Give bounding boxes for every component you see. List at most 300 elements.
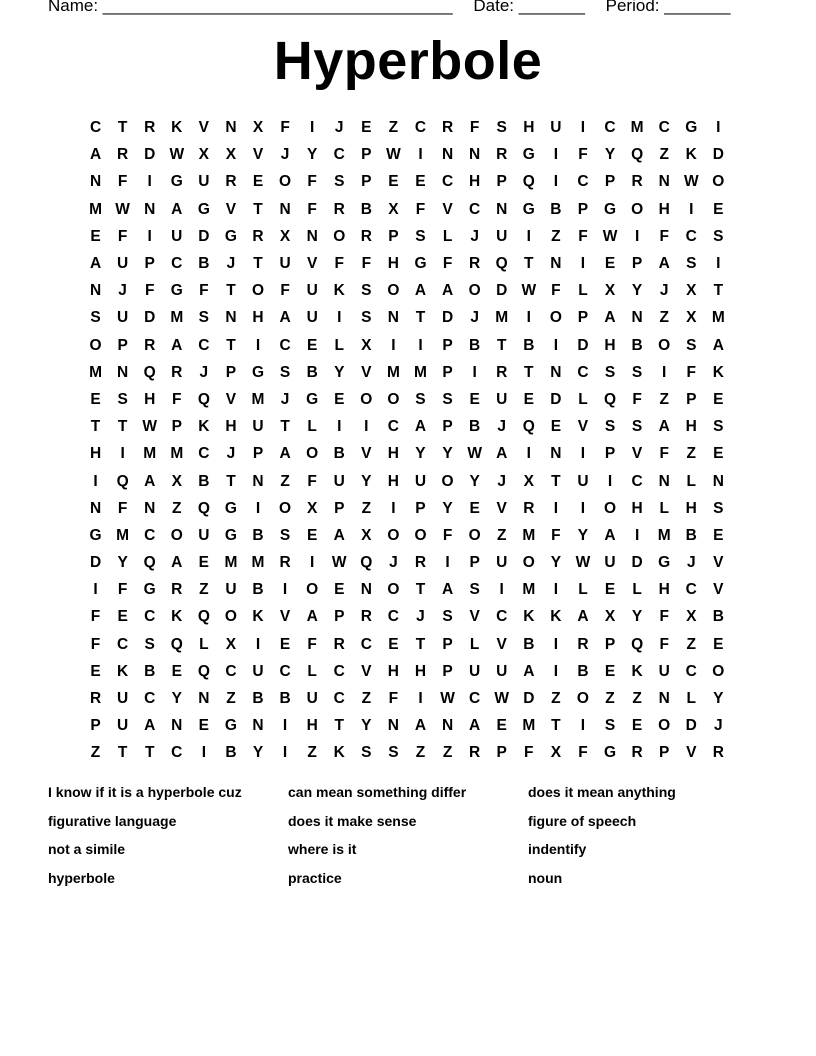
name-field: Name: _____________________________________ bbox=[48, 0, 453, 15]
grid-letter: B bbox=[469, 418, 481, 436]
grid-letter: W bbox=[602, 227, 618, 245]
grid-letter: J bbox=[659, 282, 669, 300]
grid-row bbox=[82, 332, 732, 359]
grid-row bbox=[82, 141, 732, 168]
grid-letter: V bbox=[469, 608, 480, 626]
grid-letter: C bbox=[198, 336, 210, 354]
grid-letter: E bbox=[279, 635, 291, 653]
grid-letter: I bbox=[580, 499, 586, 517]
grid-letter: T bbox=[90, 418, 101, 436]
grid-letter: A bbox=[496, 445, 508, 463]
grid-letter: B bbox=[712, 608, 724, 626]
grid-letter: P bbox=[442, 418, 453, 436]
grid-letter: Q bbox=[143, 554, 156, 572]
grid-letter: U bbox=[198, 173, 210, 191]
grid-letter: Z bbox=[172, 499, 182, 517]
grid-letter: Y bbox=[171, 690, 182, 708]
grid-letter: Y bbox=[550, 554, 562, 572]
word-bank-item: indentify bbox=[528, 841, 587, 858]
grid-letter: W bbox=[683, 173, 699, 191]
grid-letter: L bbox=[334, 336, 344, 354]
grid-letter: E bbox=[306, 336, 318, 354]
grid-letter: I bbox=[255, 499, 261, 517]
grid-letter: X bbox=[361, 336, 372, 354]
grid-letter: C bbox=[496, 608, 508, 626]
grid-letter: Z bbox=[361, 690, 372, 708]
grid-letter: A bbox=[279, 445, 291, 463]
grid-letter: U bbox=[658, 662, 670, 680]
grid-letter: H bbox=[604, 336, 616, 354]
grid-letter: I bbox=[282, 717, 288, 735]
grid-letter: G bbox=[224, 499, 237, 517]
grid-letter: Q bbox=[360, 554, 373, 572]
grid-letter: T bbox=[253, 255, 263, 273]
grid-letter: X bbox=[225, 146, 237, 164]
grid-letter: P bbox=[659, 744, 670, 762]
grid-letter: N bbox=[117, 363, 129, 381]
grid-letter: N bbox=[252, 472, 264, 490]
grid-letter: N bbox=[631, 309, 643, 327]
grid-letter: W bbox=[115, 200, 130, 218]
grid-letter: E bbox=[117, 608, 128, 626]
grid-letter: E bbox=[604, 581, 616, 599]
grid-letter: I bbox=[716, 255, 721, 273]
grid-letter: O bbox=[712, 662, 725, 680]
grid-row bbox=[82, 658, 732, 685]
grid-letter: M bbox=[711, 309, 725, 327]
grid-letter: G bbox=[224, 717, 237, 735]
grid-letter: H bbox=[387, 255, 399, 273]
grid-letter: O bbox=[360, 390, 373, 408]
grid-letter: P bbox=[388, 227, 399, 245]
grid-letter: J bbox=[497, 472, 507, 490]
grid-letter: A bbox=[333, 526, 345, 544]
grid-letter: B bbox=[306, 363, 318, 381]
grid-letter: I bbox=[337, 418, 342, 436]
grid-letter: P bbox=[361, 146, 372, 164]
grid-letter: P bbox=[171, 418, 182, 436]
grid-letter: N bbox=[89, 173, 102, 191]
grid-letter: Y bbox=[442, 445, 453, 463]
grid-letter: J bbox=[389, 554, 398, 572]
grid-letter: E bbox=[334, 390, 345, 408]
grid-letter: R bbox=[117, 146, 129, 164]
grid-letter: O bbox=[333, 227, 346, 245]
word-bank-item: I know if it is a hyperbole cuz bbox=[48, 784, 242, 801]
grid-letter: Q bbox=[197, 608, 210, 626]
grid-letter: V bbox=[252, 146, 264, 164]
grid-letter: K bbox=[117, 662, 129, 680]
grid-letter: O bbox=[279, 499, 292, 517]
grid-letter: T bbox=[524, 255, 534, 273]
grid-letter: S bbox=[631, 418, 643, 436]
grid-letter: U bbox=[306, 690, 318, 708]
grid-letter: X bbox=[252, 119, 264, 137]
grid-letter: U bbox=[225, 581, 237, 599]
grid-letter: Y bbox=[306, 146, 318, 164]
grid-letter: T bbox=[551, 717, 561, 735]
grid-letter: F bbox=[388, 690, 399, 708]
grid-letter: I bbox=[310, 119, 315, 137]
grid-letter: I bbox=[553, 173, 559, 191]
grid-letter: I bbox=[634, 526, 640, 544]
grid-letter: E bbox=[713, 200, 724, 218]
grid-row bbox=[82, 277, 732, 304]
grid-letter: E bbox=[713, 635, 724, 653]
grid-letter: F bbox=[415, 200, 426, 218]
grid-letter: O bbox=[387, 581, 400, 599]
grid-letter: I bbox=[499, 581, 504, 599]
grid-letter: I bbox=[310, 554, 315, 572]
grid-letter: F bbox=[144, 282, 155, 300]
grid-letter: B bbox=[631, 336, 643, 354]
grid-letter: R bbox=[441, 119, 454, 137]
grid-letter: J bbox=[470, 309, 479, 327]
grid-letter: O bbox=[712, 173, 725, 191]
grid-letter: N bbox=[89, 499, 102, 517]
grid-letter: E bbox=[90, 390, 101, 408]
grid-letter: E bbox=[171, 662, 182, 680]
grid-letter: P bbox=[361, 173, 372, 191]
grid-letter: L bbox=[632, 581, 642, 599]
grid-letter: Z bbox=[496, 526, 507, 544]
grid-letter: M bbox=[414, 363, 427, 381]
grid-letter: N bbox=[360, 581, 372, 599]
grid-letter: I bbox=[689, 200, 694, 218]
grid-row bbox=[82, 250, 732, 277]
grid-letter: O bbox=[306, 581, 319, 599]
grid-letter: Y bbox=[442, 499, 453, 517]
grid-letter: S bbox=[90, 309, 101, 327]
grid-letter: N bbox=[658, 173, 670, 191]
grid-letter: I bbox=[391, 499, 396, 517]
grid-letter: U bbox=[117, 309, 129, 327]
grid-letter: X bbox=[306, 499, 318, 517]
grid-letter: H bbox=[414, 662, 427, 680]
grid-letter: O bbox=[387, 526, 400, 544]
grid-letter: F bbox=[334, 255, 344, 273]
grid-letter: C bbox=[117, 635, 129, 653]
grid-letter: W bbox=[467, 445, 482, 463]
grid-letter: D bbox=[550, 390, 562, 408]
grid-letter: K bbox=[171, 608, 183, 626]
grid-letter: W bbox=[494, 690, 510, 708]
grid-letter: U bbox=[117, 690, 129, 708]
grid-letter: F bbox=[280, 282, 290, 300]
grid-letter: R bbox=[631, 173, 643, 191]
grid-letter: I bbox=[418, 146, 423, 164]
grid-letter: R bbox=[712, 744, 724, 762]
grid-letter: F bbox=[578, 227, 588, 245]
header-line bbox=[48, 0, 730, 16]
grid-letter: O bbox=[306, 445, 319, 463]
grid-letter: Y bbox=[415, 445, 426, 463]
grid-letter: Z bbox=[686, 635, 696, 653]
grid-letter: D bbox=[144, 146, 156, 164]
grid-letter: M bbox=[522, 717, 536, 735]
grid-letter: N bbox=[550, 255, 562, 273]
grid-letter: U bbox=[117, 717, 129, 735]
grid-letter: C bbox=[144, 526, 156, 544]
grid-letter: E bbox=[198, 554, 210, 572]
grid-letter: R bbox=[333, 200, 345, 218]
grid-letter: U bbox=[171, 227, 183, 245]
grid-letter: F bbox=[117, 581, 128, 599]
grid-letter: V bbox=[361, 662, 372, 680]
grid-letter: S bbox=[604, 363, 616, 381]
grid-letter: I bbox=[472, 363, 477, 381]
grid-letter: I bbox=[255, 336, 261, 354]
grid-letter: Z bbox=[280, 472, 290, 490]
grid-letter: N bbox=[441, 146, 454, 164]
grid-letter: L bbox=[199, 635, 209, 653]
grid-letter: A bbox=[414, 282, 427, 300]
grid-letter: C bbox=[604, 119, 616, 137]
grid-letter: C bbox=[225, 662, 237, 680]
grid-letter: V bbox=[496, 499, 507, 517]
grid-letter: I bbox=[553, 146, 559, 164]
grid-letter: R bbox=[469, 255, 481, 273]
grid-letter: H bbox=[89, 445, 102, 463]
grid-letter: A bbox=[144, 717, 156, 735]
grid-letter: U bbox=[117, 255, 129, 273]
grid-letter: X bbox=[171, 472, 182, 490]
grid-letter: Q bbox=[631, 635, 644, 653]
grid-letter: Z bbox=[361, 499, 372, 517]
grid-row bbox=[82, 440, 732, 467]
grid-letter: Z bbox=[442, 744, 453, 762]
grid-letter: S bbox=[686, 255, 697, 273]
grid-letter: V bbox=[279, 608, 291, 626]
grid-letter: F bbox=[307, 200, 317, 218]
grid-letter: H bbox=[685, 499, 697, 517]
grid-letter: E bbox=[90, 227, 101, 245]
grid-letter: O bbox=[468, 526, 481, 544]
grid-letter: I bbox=[553, 662, 559, 680]
grid-letter: X bbox=[198, 146, 210, 164]
grid-letter: H bbox=[225, 418, 237, 436]
grid-row bbox=[82, 223, 732, 250]
grid-letter: A bbox=[658, 418, 670, 436]
grid-letter: I bbox=[580, 119, 586, 137]
grid-letter: U bbox=[414, 472, 427, 490]
grid-letter: D bbox=[89, 554, 102, 572]
grid-letter: I bbox=[553, 635, 559, 653]
grid-letter: I bbox=[337, 309, 342, 327]
grid-letter: D bbox=[496, 282, 508, 300]
grid-letter: Y bbox=[334, 363, 345, 381]
grid-letter: P bbox=[577, 309, 589, 327]
grid-letter: V bbox=[442, 200, 453, 218]
grid-letter: A bbox=[604, 526, 616, 544]
grid-letter: M bbox=[495, 309, 509, 327]
grid-letter: T bbox=[415, 309, 426, 327]
grid-letter: V bbox=[198, 119, 210, 137]
grid-letter: U bbox=[550, 119, 562, 137]
grid-letter: E bbox=[713, 526, 724, 544]
grid-letter: F bbox=[117, 499, 128, 517]
grid-letter: D bbox=[198, 227, 210, 245]
page-title: Hyperbole bbox=[273, 31, 543, 91]
grid-letter: K bbox=[198, 418, 210, 436]
grid-letter: E bbox=[90, 662, 101, 680]
grid-letter: Z bbox=[686, 445, 696, 463]
grid-letter: F bbox=[659, 635, 669, 653]
grid-letter: R bbox=[89, 690, 102, 708]
word-bank-item: noun bbox=[528, 869, 563, 886]
grid-letter: R bbox=[577, 635, 589, 653]
grid-letter: X bbox=[225, 635, 237, 653]
grid-letter: P bbox=[144, 255, 155, 273]
grid-letter: H bbox=[658, 581, 670, 599]
grid-letter: J bbox=[118, 282, 127, 300]
word-bank-item: figure of speech bbox=[528, 812, 637, 829]
grid-letter: N bbox=[198, 690, 210, 708]
grid-letter: F bbox=[469, 119, 480, 137]
grid-row bbox=[82, 386, 732, 413]
grid-letter: O bbox=[441, 472, 454, 490]
grid-letter: B bbox=[550, 200, 562, 218]
grid-row bbox=[82, 196, 732, 223]
grid-letter: P bbox=[469, 554, 480, 572]
grid-letter: E bbox=[469, 390, 480, 408]
grid-letter: A bbox=[171, 554, 183, 572]
grid-letter: Y bbox=[577, 526, 589, 544]
grid-letter: J bbox=[280, 390, 290, 408]
grid-letter: A bbox=[89, 146, 102, 164]
grid-letter: M bbox=[630, 119, 644, 137]
grid-letter: H bbox=[387, 662, 399, 680]
grid-letter: T bbox=[226, 472, 236, 490]
grid-letter: L bbox=[578, 390, 588, 408]
grid-letter: B bbox=[252, 581, 264, 599]
grid-letter: Y bbox=[361, 717, 372, 735]
grid-letter: V bbox=[496, 635, 507, 653]
grid-letter: G bbox=[143, 581, 156, 599]
grid-letter: L bbox=[578, 282, 588, 300]
grid-letter: F bbox=[632, 390, 642, 408]
grid-letter: S bbox=[334, 173, 345, 191]
grid-letter: V bbox=[361, 363, 372, 381]
grid-letter: T bbox=[117, 744, 128, 762]
grid-letter: Q bbox=[603, 390, 617, 408]
grid-letter: S bbox=[415, 227, 426, 245]
grid-letter: K bbox=[252, 608, 264, 626]
word-bank-row bbox=[48, 807, 768, 836]
grid-letter: D bbox=[523, 690, 535, 708]
grid-letter: C bbox=[685, 581, 697, 599]
grid-letter: J bbox=[280, 146, 290, 164]
grid-letter: L bbox=[686, 690, 696, 708]
grid-letter: X bbox=[550, 744, 562, 762]
grid-letter: E bbox=[496, 717, 507, 735]
grid-letter: M bbox=[386, 363, 400, 381]
grid-letter: C bbox=[577, 363, 589, 381]
grid-letter: P bbox=[686, 390, 697, 408]
grid-letter: D bbox=[441, 309, 454, 327]
grid-letter: U bbox=[306, 309, 318, 327]
grid-letter: C bbox=[577, 173, 589, 191]
grid-letter: T bbox=[415, 635, 426, 653]
grid-letter: T bbox=[524, 363, 534, 381]
grid-letter: T bbox=[415, 581, 426, 599]
grid-letter: B bbox=[469, 336, 481, 354]
grid-letter: J bbox=[199, 363, 209, 381]
word-bank-item: where is it bbox=[288, 841, 357, 858]
grid-letter: H bbox=[144, 390, 156, 408]
grid-letter: M bbox=[89, 200, 102, 218]
grid-row bbox=[82, 495, 732, 522]
grid-letter: A bbox=[144, 472, 156, 490]
grid-letter: S bbox=[713, 227, 724, 245]
grid-letter: L bbox=[659, 499, 669, 517]
grid-letter: U bbox=[306, 282, 318, 300]
grid-letter: N bbox=[171, 717, 183, 735]
grid-letter: N bbox=[144, 499, 156, 517]
grid-letter: C bbox=[144, 690, 156, 708]
grid-letter: S bbox=[469, 581, 480, 599]
grid-letter: I bbox=[580, 255, 586, 273]
grid-letter: I bbox=[391, 336, 396, 354]
grid-letter: F bbox=[280, 119, 290, 137]
grid-letter: T bbox=[226, 282, 236, 300]
grid-letter: P bbox=[496, 173, 507, 191]
grid-letter: F bbox=[307, 635, 317, 653]
grid-letter: C bbox=[333, 146, 345, 164]
grid-letter: Z bbox=[388, 119, 399, 137]
grid-letter: A bbox=[658, 255, 670, 273]
grid-letter: A bbox=[171, 200, 183, 218]
grid-letter: O bbox=[170, 526, 183, 544]
grid-letter: C bbox=[171, 744, 183, 762]
grid-letter: S bbox=[279, 526, 291, 544]
grid-letter: P bbox=[90, 717, 101, 735]
grid-letter: S bbox=[198, 309, 210, 327]
grid-letter: Y bbox=[713, 690, 724, 708]
grid-letter: T bbox=[496, 336, 507, 354]
grid-letter: O bbox=[468, 282, 481, 300]
grid-letter: B bbox=[577, 662, 589, 680]
grid-letter: P bbox=[442, 662, 453, 680]
grid-letter: U bbox=[252, 662, 264, 680]
grid-letter: R bbox=[414, 554, 427, 572]
word-bank-row bbox=[48, 864, 768, 893]
grid-letter: S bbox=[442, 390, 453, 408]
grid-row bbox=[82, 685, 732, 712]
grid-letter: P bbox=[496, 744, 507, 762]
grid-letter: W bbox=[440, 690, 455, 708]
grid-row bbox=[82, 631, 732, 658]
grid-letter: B bbox=[333, 445, 345, 463]
grid-letter: C bbox=[387, 608, 399, 626]
word-bank-item: not a simile bbox=[48, 841, 126, 858]
grid-letter: V bbox=[361, 445, 372, 463]
grid-letter: X bbox=[604, 282, 616, 300]
grid-letter: I bbox=[716, 119, 721, 137]
grid-letter: K bbox=[333, 744, 345, 762]
grid-letter: F bbox=[361, 255, 372, 273]
grid-letter: I bbox=[607, 472, 613, 490]
grid-letter: C bbox=[685, 662, 697, 680]
grid-letter: I bbox=[553, 336, 559, 354]
word-bank-item: hyperbole bbox=[48, 869, 115, 886]
grid-letter: Z bbox=[90, 744, 101, 762]
grid-letter: P bbox=[415, 499, 426, 517]
grid-letter: C bbox=[414, 119, 427, 137]
grid-letter: G bbox=[197, 200, 210, 218]
grid-letter: S bbox=[415, 390, 426, 408]
grid-letter: C bbox=[360, 635, 372, 653]
